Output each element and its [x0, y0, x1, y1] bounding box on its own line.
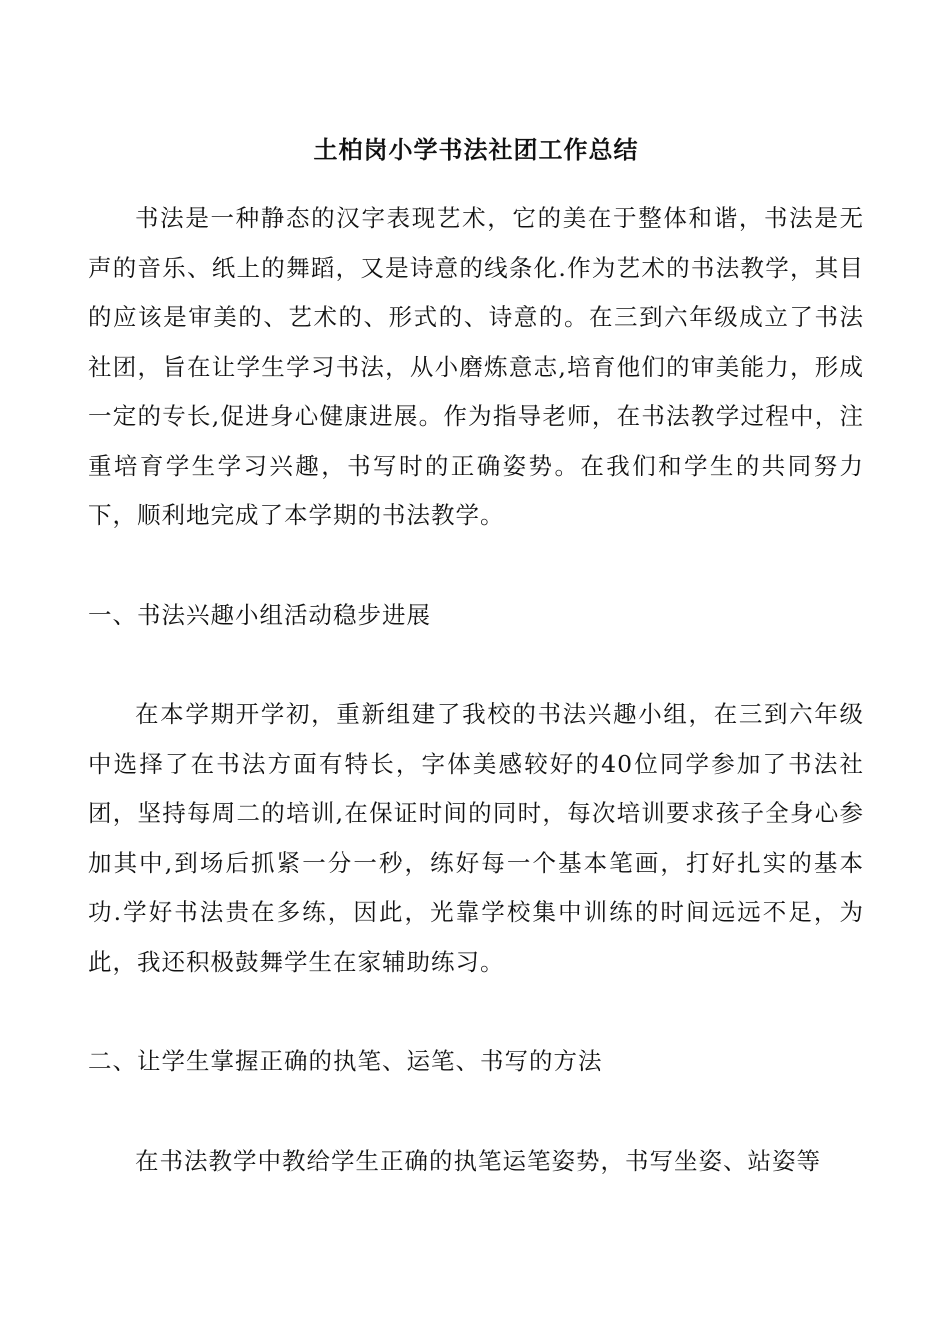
- section-body-1: 在本学期开学初，重新组建了我校的书法兴趣小组，在三到六年级中选择了在书法方面有特长，字体美感较好的40位同学参加了书法社团，坚持每周二的培训,在保证时间的同时，每次培训要求孩子全身心参加其中,到场后抓紧一分一秒，练好每一个基本笔画，打好扎实的基本功.学好书法贵在多练，因此，光靠学校集中训练的时间远远不足，为此，我还积极鼓舞学生在家辅助练习。: [88, 700, 864, 976]
- spacer: [88, 1087, 864, 1137]
- section-body-2: 在书法教学中教给学生正确的执笔运笔姿势，书写坐姿、站姿等: [135, 1146, 821, 1175]
- spacer: [88, 640, 864, 690]
- document-page: [88, 130, 864, 1186]
- section-heading-1: 一、书法兴趣小组活动稳步进展: [88, 600, 431, 629]
- document-title: 土柏岗小学书法社团工作总结: [313, 135, 639, 164]
- section-heading-2: 二、让学生掌握正确的执笔、运笔、书写的方法: [88, 1047, 603, 1075]
- spacer: [88, 987, 864, 1037]
- spacer: [88, 541, 864, 591]
- intro-paragraph: 书法是一种静态的汉字表现艺术，它的美在于整体和谐，书法是无声的音乐、纸上的舞蹈，又是诗意的线条化.作为艺术的书法教学，其目的应该是审美的、艺术的、形式的、诗意的。在三到六年级成立了书法社团，旨在让学生学习书法，从小磨炼意志,培育他们的审美能力，形成一定的专长,促进身心健康进展。作为指导老师，在书法教学过程中，注重培育学生学习兴趣，书写时的正确姿势。在我们和学生的共同努力下，顺利地完成了本学期的书法教学。: [88, 204, 864, 529]
